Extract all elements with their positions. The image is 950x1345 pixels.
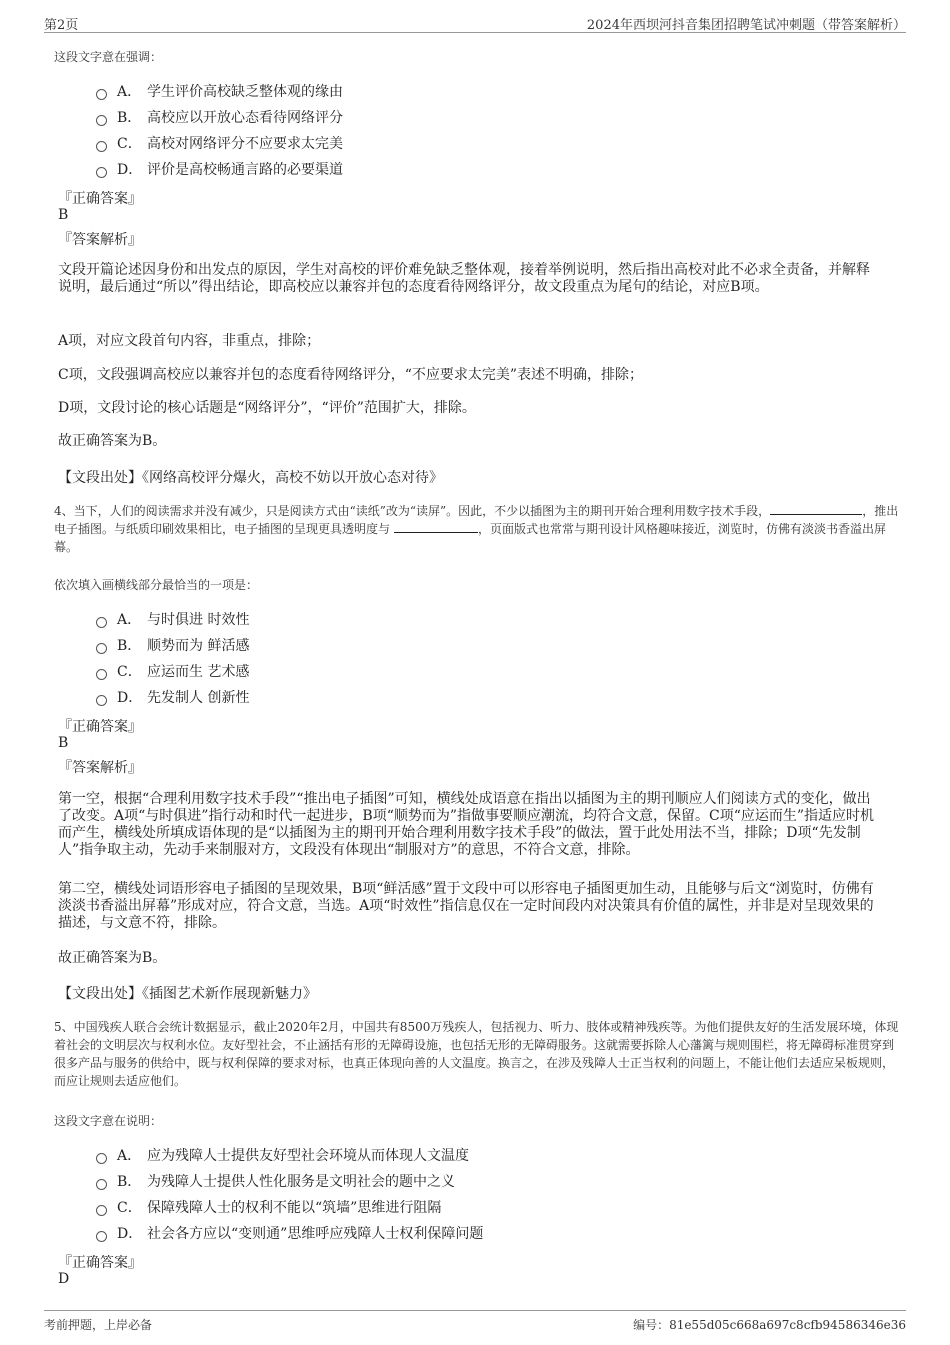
option-letter: B． (117, 1174, 142, 1190)
q4-stem-text: ，页面版式也常常与期刊设计风格趣味接近，浏览时，仿佛有淡淡书香溢出屏幕。 (54, 522, 887, 554)
page-header (44, 12, 906, 33)
option-letter: A． (117, 612, 142, 628)
radio-button[interactable] (96, 115, 107, 126)
q4-answer-label: 『正确答案』 (58, 719, 142, 735)
q4-stem-text: 4、当下，人们的阅读需求并没有减少，只是阅读方式由“读纸”改为“读屏”。因此，不少以插图为主的期刊开始合理利用数字技术手段， (54, 504, 771, 518)
option-text: 顺势而为 鲜活感 (147, 638, 250, 654)
radio-button[interactable] (96, 617, 107, 628)
q3-analysis-label: 『答案解析』 (58, 232, 142, 248)
fill-blank-1 (770, 502, 862, 515)
q4-option-b[interactable] (96, 634, 249, 656)
radio-button[interactable] (96, 89, 107, 100)
q3-analysis-paragraph: A项，对应文段首句内容，非重点，排除； (58, 333, 321, 349)
q4-source: 【文段出处】《插图艺术新作展现新魅力》 (58, 986, 317, 1002)
q4-stem-text: ，推出电子插图。与纸质印刷效果相比，电子插图的呈现更具透明度与 (54, 504, 899, 536)
document-title: 2024年西坝河抖音集团招聘笔试冲刺题（带答案解析） (586, 18, 906, 33)
fill-blank-2 (394, 520, 478, 533)
footer-slogan: 考前押题，上岸必备 (44, 1318, 153, 1332)
q3-option-d[interactable] (96, 158, 343, 180)
q5-prompt: 这段文字意在说明： (54, 1114, 163, 1128)
radio-button[interactable] (96, 1179, 107, 1190)
radio-button[interactable] (96, 1205, 107, 1216)
q3-prompt: 这段文字意在强调： (54, 50, 163, 64)
q4-stem (54, 502, 899, 556)
page-footer (44, 1310, 906, 1335)
q4-analysis-paragraph: 故正确答案为B。 (58, 950, 167, 966)
option-text: 高校应以开放心态看待网络评分 (147, 110, 343, 126)
q4-option-c[interactable] (96, 660, 249, 682)
q3-analysis-paragraph: C项，文段强调高校应以兼容并包的态度看待网络评分，“不应要求太完美”表述不明确，排除； (58, 367, 644, 383)
q4-analysis-label: 『答案解析』 (58, 760, 142, 776)
q3-source: 【文段出处】《网络高校评分爆火，高校不妨以开放心态对待》 (58, 470, 443, 486)
option-text: 高校对网络评分不应要求太完美 (147, 136, 343, 152)
option-letter: D． (117, 690, 143, 706)
radio-button[interactable] (96, 643, 107, 654)
q4-option-d[interactable] (96, 686, 249, 708)
q3-analysis-paragraph: 文段开篇论述因身份和出发点的原因，学生对高校的评价难免缺乏整体观，接着举例说明，然后指出高校对此不必求全责备，并解释说明，最后通过“所以”得出结论，即高校应以兼容并包的态度看待网络评分，故文段重点为尾句的结论，对应B项。 (58, 262, 870, 295)
radio-button[interactable] (96, 1153, 107, 1164)
radio-button[interactable] (96, 669, 107, 680)
option-letter: D． (117, 1226, 143, 1242)
q3-option-b[interactable] (96, 106, 343, 128)
radio-button[interactable] (96, 141, 107, 152)
q5-option-d[interactable] (96, 1222, 483, 1244)
radio-button[interactable] (96, 1231, 107, 1242)
q4-analysis-paragraph: 第一空，根据“合理利用数字技术手段”“推出电子插图”可知，横线处成语意在指出以插图为主的期刊顺应人们阅读方式的变化，做出了改变。A项“与时俱进”指行动和时代一起进步，B项“顺势而为”指做事要顺应潮流，均符合文意，保留。C项“应运而生”指适应时机而产生，横线处所填成语体现的是“以插图为主的期刊开始合理利用数字技术手段”的做法，置于此处用法不当，排除；D项“先发制人”指争取主动，先动手来制服对方，文段没有体现出“制服对方”的意思，不符合文意，排除。 (58, 791, 875, 858)
radio-button[interactable] (96, 695, 107, 706)
option-text: 应运而生 艺术感 (147, 664, 250, 680)
option-letter: B． (117, 110, 142, 126)
q3-option-c[interactable] (96, 132, 343, 154)
q5-answer: D (58, 1271, 70, 1287)
option-text: 保障残障人士的权利不能以“筑墙”思维进行阻隔 (147, 1200, 442, 1216)
option-text: 与时俱进 时效性 (147, 612, 250, 628)
option-text: 先发制人 创新性 (147, 690, 250, 706)
option-letter: C． (117, 136, 142, 152)
document-id: 编号：81e55d05c668a697c8cfb94586346e36 (633, 1318, 906, 1332)
q4-analysis-paragraph: 第二空，横线处词语形容电子插图的呈现效果，B项“鲜活感”置于文段中可以形容电子插图更加生动，且能够与后文“浏览时，仿佛有淡淡书香溢出屏幕”形成对应，符合文意，当选。A项“时效性”指信息仅在一定时间段内对决策具有价值的属性，并非是对呈现效果的描述，与文意不符，排除。 (58, 881, 874, 931)
q5-answer-label: 『正确答案』 (58, 1255, 142, 1271)
option-text: 评价是高校畅通言路的必要渠道 (147, 162, 343, 178)
page-number: 第2页 (44, 18, 79, 33)
option-letter: C． (117, 1200, 142, 1216)
q5-stem: 5、中国残疾人联合会统计数据显示，截止2020年2月，中国共有8500万残疾人，包括视力、听力、肢体或精神残疾等。为他们提供友好的生活发展环境，体现着社会的文明层次与权利水位。友好型社会，不止涵括有形的无障碍设施，也包括无形的无障碍服务。这就需要拆除人心藩篱与规则围栏，将无障碍标准贯穿到很多产品与服务的供给中，既与权利保障的要求对标，也真正体现向善的人文温度。换言之，在涉及残障人士正当权利的问题上，不能让他们去适应呆板规则，而应让规则去适应他们。 (54, 1020, 899, 1088)
q3-answer: B (58, 207, 69, 223)
q5-option-c[interactable] (96, 1196, 441, 1218)
q5-option-a[interactable] (96, 1144, 469, 1166)
q4-prompt: 依次填入画横线部分最恰当的一项是： (54, 578, 259, 592)
option-letter: A． (117, 84, 142, 100)
q3-answer-label: 『正确答案』 (58, 191, 142, 207)
q3-analysis-paragraph: D项，文段讨论的核心话题是“网络评分”，“评价”范围扩大，排除。 (58, 400, 476, 416)
option-text: 学生评价高校缺乏整体观的缘由 (147, 84, 343, 100)
option-letter: A． (117, 1148, 142, 1164)
option-text: 社会各方应以“变则通”思维呼应残障人士权利保障问题 (147, 1226, 484, 1242)
option-text: 为残障人士提供人性化服务是文明社会的题中之义 (147, 1174, 455, 1190)
q3-option-a[interactable] (96, 80, 343, 102)
option-text: 应为残障人士提供友好型社会环境从而体现人文温度 (147, 1148, 469, 1164)
q4-answer: B (58, 735, 69, 751)
q5-option-b[interactable] (96, 1170, 455, 1192)
option-letter: C． (117, 664, 142, 680)
option-letter: D． (117, 162, 143, 178)
q3-analysis-paragraph: 故正确答案为B。 (58, 433, 167, 449)
option-letter: B． (117, 638, 142, 654)
radio-button[interactable] (96, 167, 107, 178)
q4-option-a[interactable] (96, 608, 249, 630)
